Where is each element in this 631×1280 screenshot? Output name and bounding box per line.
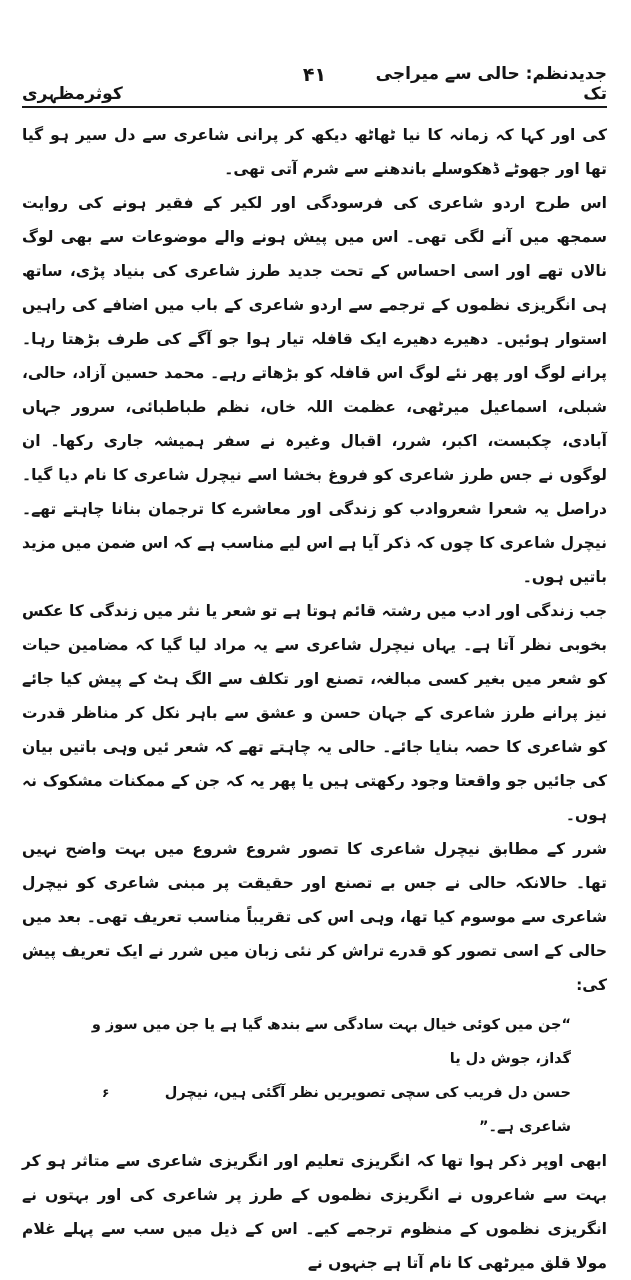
quote-line-2: حسن دل فریب کی سچی تصویریں نظر آگئی ہیں، نیچرل شاعری ہے۔” <box>164 1085 571 1135</box>
running-header <box>22 64 607 104</box>
paragraph-5: ابھی اوپر ذکر ہوا تھا کہ انگریزی تعلیم اور انگریزی شاعری سے متاثر ہو کر بہت سے شاعروں نے انگریزی نظموں کے طرز پر شاعری کی اور بہتوں نے انگریزی نظموں کے منظوم ترجمے کیے۔ اس کے ذیل میں سب سے پہلے غلام مولا قلق میرٹھی کا نام آتا ہے جنہوں نے <box>22 1152 607 1272</box>
author-name: کوثرمظہری <box>22 84 123 104</box>
paragraph-3: جب زندگی اور ادب میں رشتہ قائم ہوتا ہے تو شعر یا نثر میں زندگی کا عکس بخوبی نظر آتا ہے۔ یہاں نیچرل شاعری سے یہ مراد لیا گیا کہ مضامین حیات کو شعر میں بغیر کسی مبالغہ، تصنع اور تکلف سے الگ ہٹ کے پیش کیا جائے نیز پرانے طرز شاعری کے جہان حسن و عشق سے باہر نکل کر مناظر قدرت کو شاعری کا حصہ بنایا جائے۔ حالی یہ چاہتے تھے کہ شعر ئیں وہی باتیں بیان کی جائیں جو واقعتا وجود رکھتی ہیں یا پھر یہ کہ جن کے ممکنات مشکوک نہ ہوں۔ <box>22 602 607 824</box>
paragraph-2: اس طرح اردو شاعری کی فرسودگی اور لکیر کے فقیر ہونے کی روایت سمجھ میں آنے لگی تھی۔ اس میں پیش ہونے والے موضوعات سے بھی لوگ نالاں تھے اور اسی احساس کے تحت جدید طرز شاعری کی بنیاد پڑی، ساتھ ہی انگریزی نظموں کے ترجمے سے اردو شاعری کے باب میں اضافے کی راہیں استوار ہوئیں۔ دھیرے دھیرے ایک قافلہ تیار ہوا جو آگے کی طرف بڑھتا رہا۔ پرانے لوگ اور پھر نئے لوگ اس قافلہ کو بڑھاتے رہے۔ محمد حسین آزاد، حالی، شبلی، اسماعیل میرٹھی، عظمت اللہ خاں، نظم طباطبائی، سرور جہاں آبادی، چکبست، اکبر، شرر، اقبال وغیرہ نے سفر ہمیشہ جاری رکھا۔ ان لوگوں نے جس طرز شاعری کو فروغ بخشا اسے نیچرل شاعری کا نام دیا گیا۔ دراصل یہ شعرا شعروادب کو زندگی اور معاشرے کا ترجمان بنانا چاہتے تھے۔ نیچرل شاعری کا چوں کہ ذکر آیا ہے اس لیے مناسب ہے کہ اس ضمن میں مزید باتیں ہوں۔ <box>22 194 607 586</box>
quote-line-2-row <box>62 1076 571 1144</box>
quote-line-1: “جن میں کوئی خیال بہت سادگی سے بندھ گیا ہے یا جن میں سوز و گداز، جوش دل یا <box>91 1017 571 1067</box>
chapter-title: جدیدنظم: حالی سے میراجی تک <box>375 64 607 104</box>
paragraph-4: شرر کے مطابق نیچرل شاعری کا تصور شروع شروع میں بہت واضح نہیں تھا۔ حالانکہ حالی نے جس بے تصنع اور حقیقت پر مبنی شاعری کو نیچرل شاعری سے موسوم کیا تھا، وہی اس کی تقریباً مناسب تعریف تھی۔ بعد میں حالی کے اسی تصور کو قدرے تراش کر نئی زبان میں شرر نے ایک تعریف پیش کی: <box>22 840 607 994</box>
paragraph-1: کی اور کہا کہ زمانہ کا نیا ٹھاٹھ دیکھ کر پرانی شاعری سے دل سیر ہو گیا تھا اور جھوٹے ڈھکوسلے باندھنے سے شرم آتی تھی۔ <box>22 126 607 178</box>
header-divider <box>22 106 607 108</box>
footnote-marker: ۶ <box>102 1086 110 1100</box>
page-number: ۴۱ <box>302 64 327 86</box>
block-quote <box>62 1008 571 1144</box>
page-body <box>22 118 607 1280</box>
